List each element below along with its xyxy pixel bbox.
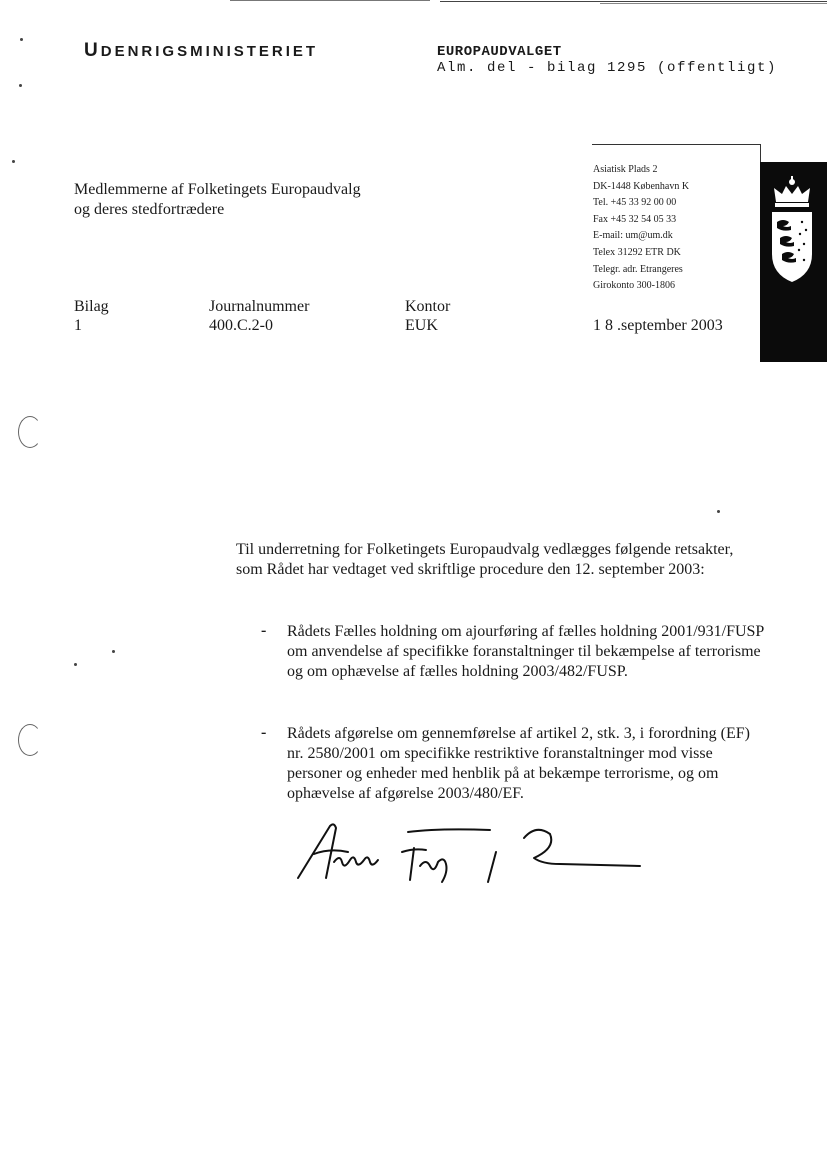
journal-value: 400.C.2-0 bbox=[209, 317, 273, 334]
scan-speck bbox=[12, 160, 15, 163]
address-line: Telegr. adr. Etrangeres bbox=[593, 263, 683, 275]
recipient-line-2: og deres stedfortrædere bbox=[74, 201, 225, 218]
handwritten-signature bbox=[290, 818, 650, 888]
address-rule bbox=[592, 144, 760, 145]
list-item: Rådets Fælles holdning om ajourføring af fælles holdning 2001/931/FUSP om anvendelse af specifikke foranstaltninger til bekæmpelse af terrorisme og om ophævelse af fælles holdning 2003/482/FUSP. bbox=[287, 623, 764, 680]
address-line: E-mail: um@um.dk bbox=[593, 230, 673, 242]
scan-line-top-right bbox=[440, 1, 827, 2]
address-line: Girokonto 300-1806 bbox=[593, 280, 675, 292]
address-line: Asiatisk Plads 2 bbox=[593, 164, 658, 175]
address-line: Tel. +45 33 92 00 00 bbox=[593, 197, 677, 209]
address-rule-vertical bbox=[760, 144, 761, 164]
royal-crest-icon bbox=[762, 174, 822, 286]
document-reference: Alm. del - bilag 1295 (offentligt) bbox=[437, 60, 778, 76]
bilag-label: Bilag bbox=[74, 298, 109, 315]
committee-name: EUROPAUDVALGET bbox=[437, 44, 562, 60]
scan-speck bbox=[717, 510, 720, 513]
bilag-value: 1 bbox=[74, 317, 82, 334]
bullet-dash: - bbox=[261, 724, 267, 741]
address-line: Fax +45 32 54 05 33 bbox=[593, 213, 677, 225]
journal-label: Journalnummer bbox=[209, 298, 310, 315]
letter-date: 1 8 .september 2003 bbox=[593, 317, 723, 334]
punch-hole bbox=[18, 724, 42, 756]
ministry-initial: U bbox=[84, 40, 101, 61]
punch-hole bbox=[18, 416, 42, 448]
list-item: Rådets afgørelse om gennemførelse af artikel 2, stk. 3, i forordning (EF) nr. 2580/2001 om specifikke restriktive foranstaltninger mod visse personer og enheder med henblik på at bekæmpe terrorisme, og om ophævelse af afgørelse 2003/480/EF. bbox=[287, 725, 750, 802]
scan-speck bbox=[74, 663, 77, 666]
scan-speck bbox=[112, 650, 115, 653]
ministry-rest: DENRIGSMINISTERIET bbox=[100, 43, 319, 60]
recipient-line-1: Medlemmerne af Folketingets Europaudvalg bbox=[74, 181, 361, 198]
recipient-block bbox=[74, 180, 361, 220]
address-block bbox=[593, 162, 689, 295]
ministry-name bbox=[84, 40, 318, 62]
bullet-dash: - bbox=[261, 622, 267, 639]
kontor-label: Kontor bbox=[405, 298, 451, 315]
intro-paragraph: Til underretning for Folketingets Europaudvalg vedlægges følgende retsakter, som Rådet har vedtaget ved skriftlige procedure den 12. september 2003: bbox=[236, 541, 734, 578]
scan-line-top-right-2 bbox=[600, 3, 827, 4]
kontor-value: EUK bbox=[405, 317, 438, 334]
scan-speck bbox=[19, 84, 22, 87]
address-line: DK-1448 København K bbox=[593, 180, 690, 192]
scan-line-top bbox=[230, 0, 430, 1]
scan-speck bbox=[20, 38, 23, 41]
address-line: Telex 31292 ETR DK bbox=[593, 246, 681, 258]
